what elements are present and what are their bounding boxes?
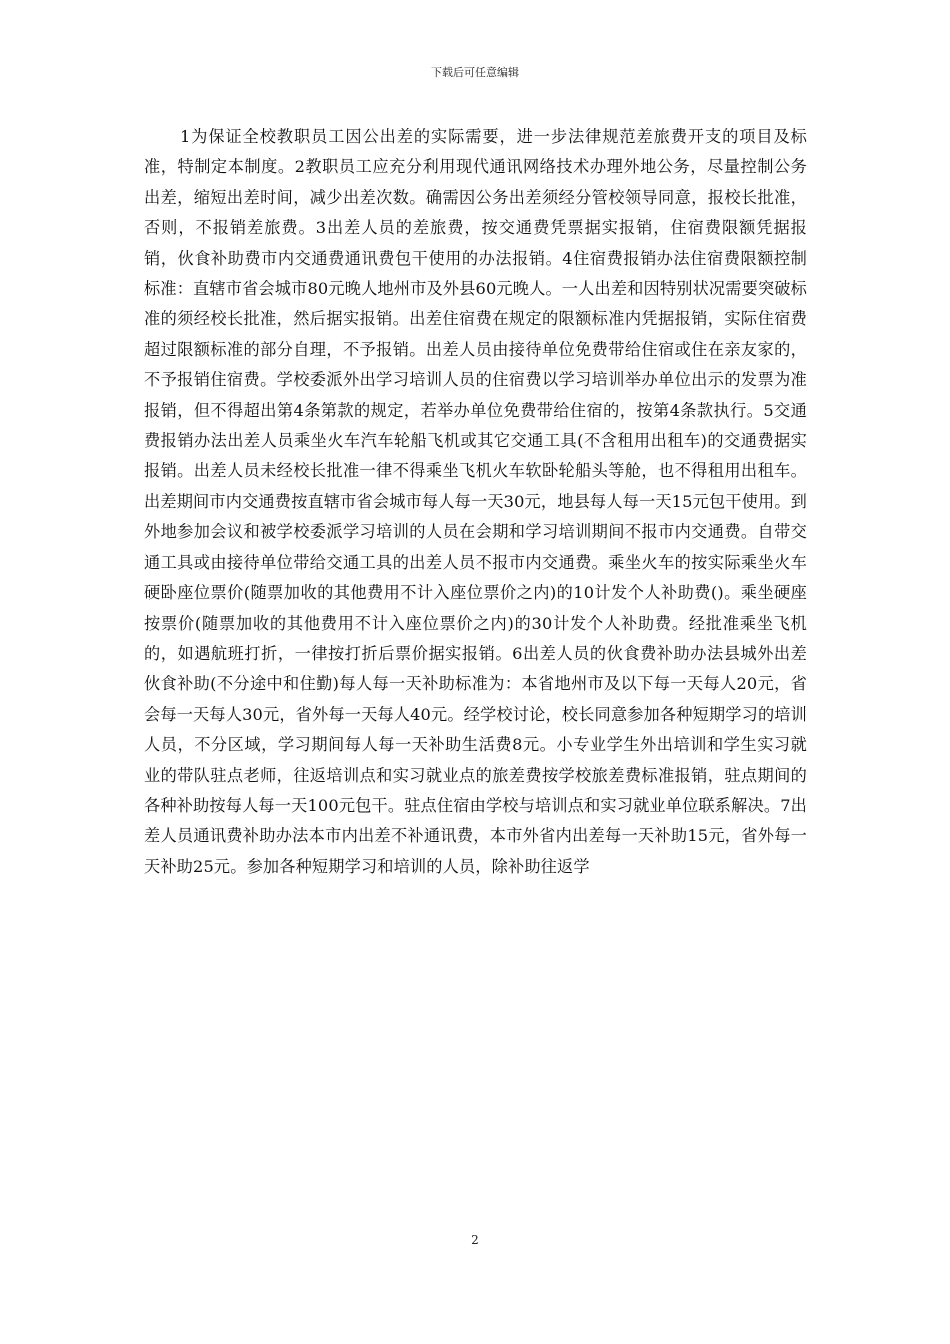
page-header: 下载后可任意编辑 xyxy=(431,66,519,79)
body-paragraph: 1为保证全校教职员工因公出差的实际需要，进一步法律规范差旅费开支的项目及标准，特制定本制度。2教职员工应充分利用现代通讯网络技术办理外地公务，尽量控制公务出差，缩短出差时间，减少出差次数。确需因公务出差须经分管校领导同意，报校长批准，否则，不报销差旅费。3出差人员的差旅费，按交通费凭票据实报销，住宿费限额凭据报销，伙食补助费市内交通费通讯费包干使用的办法报销。4住宿费报销办法住宿费限额控制标准：直辖市省会城市80元晚人地州市及外县60元晚人。一人出差和因特别状况需要突破标准的须经校长批准，然后据实报销。出差住宿费在规定的限额标准内凭据报销，实际住宿费超过限额标准的部分自理，不予报销。出差人员由接待单位免费带给住宿或住在亲友家的，不予报销住宿费。学校委派外出学习培训人员的住宿费以学习培训举办单位出示的发票为准报销，但不得超出第4条第款的规定，若举办单位免费带给住宿的，按第4条款执行。5交通费报销办法出差人员乘坐火车汽车轮船飞机或其它交通工具(不含租用出租车)的交通费据实报销。出差人员未经校长批准一律不得乘坐飞机火车软卧轮船头等舱，也不得租用出租车。出差期间市内交通费按直辖市省会城市每人每一天30元，地县每人每一天15元包干使用。到外地参加会议和被学校委派学习培训的人员在会期和学习培训期间不报市内交通费。自带交通工具或由接待单位带给交通工具的出差人员不报市内交通费。乘坐火车的按实际乘坐火车硬卧座位票价(随票加收的其他费用不计入座位票价之内)的10计发个人补助费()。乘坐硬座按票价(随票加收的其他费用不计入座位票价之内)的30计发个人补助费。经批准乘坐飞机的，如遇航班打折，一律按打折后票价据实报销。6出差人员的伙食费补助办法县城外出差伙食补助(不分途中和住勤)每人每一天补助标准为：本省地州市及以下每一天每人20元，省会每一天每人30元，省外每一天每人40元。经学校讨论，校长同意参加各种短期学习的培训人员，不分区域，学习期间每人每一天补助生活费8元。小专业学生外出培训和学生实习就业的带队驻点老师，往返培训点和实习就业点的旅差费按学校旅差费标准报销，驻点期间的各种补助按每人每一天100元包干。驻点住宿由学校与培训点和实习就业单位联系解决。7出差人员通讯费补助办法本市内出差不补通讯费，本市外省内出差每一天补助15元，省外每一天补助25元。参加各种短期学习和培训的人员，除补助往返学 xyxy=(144,127,807,876)
page-number: 2 xyxy=(471,1233,479,1247)
